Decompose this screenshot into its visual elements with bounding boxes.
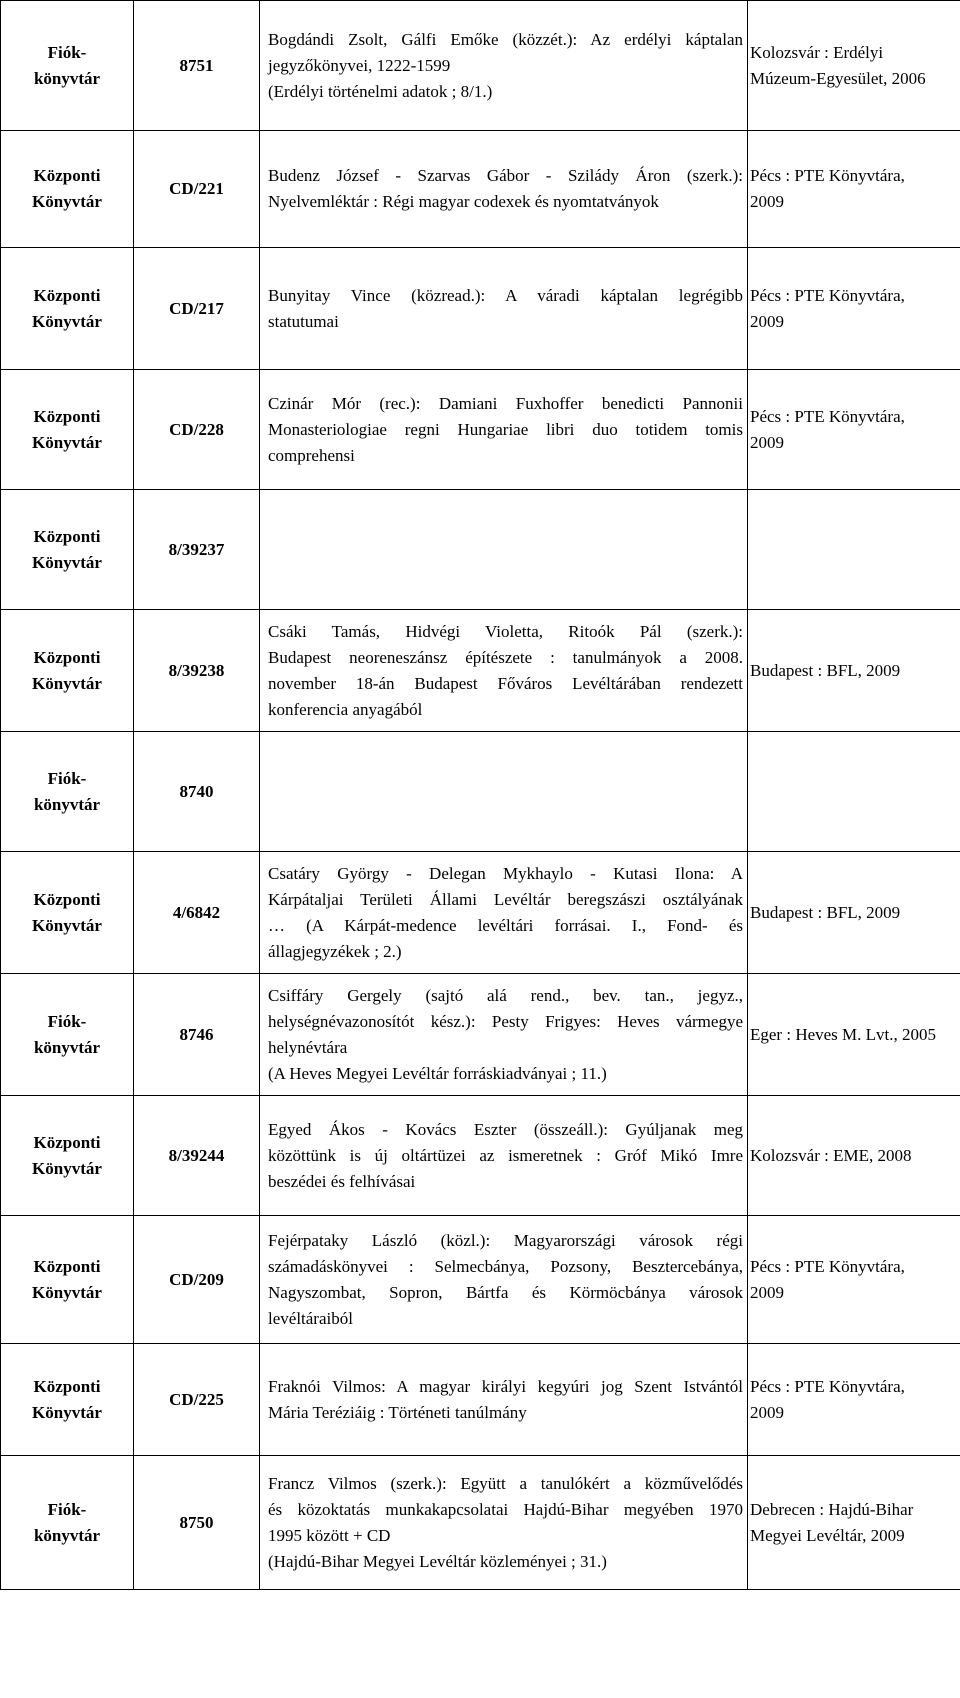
- title-cell: [260, 1456, 748, 1590]
- library-label: könyvtár: [33, 68, 101, 88]
- table-row: [1, 490, 960, 610]
- library-label: Könyvtár: [32, 1402, 102, 1422]
- title-line: Nyelvemléktár : Régi magyar codexek és nyomtatványok: [268, 192, 659, 211]
- library-cell: [1, 370, 134, 490]
- library-label: Könyvtár: [32, 673, 102, 693]
- title-line: Kárpátaljai Területi Állami Levéltár beregszászi osztályának: [268, 889, 743, 909]
- library-cell: [1, 610, 134, 732]
- shelf-code-cell: 4/6842: [134, 852, 260, 974]
- library-cell: [1, 1, 134, 131]
- title-cell: [260, 248, 748, 370]
- title-line: konferencia anyagából: [268, 699, 423, 719]
- publisher-cell: [748, 610, 960, 732]
- table-row: [1, 370, 960, 490]
- title-line: Czinár Mór (rec.): Damiani Fuxhoffer benedicti Pannonii: [268, 393, 743, 413]
- publisher-line: Kolozsvár : Erdélyi: [750, 42, 884, 62]
- library-cell: [1, 248, 134, 370]
- library-label: könyvtár: [33, 794, 101, 814]
- title-line: Nagyszombat, Sopron, Bártfa és Körmöcbánya városok: [268, 1282, 743, 1302]
- title-line: közöttünk is új oltártüzei az ismeretnek : Gróf Mikó Imre: [268, 1145, 743, 1165]
- library-label: Fiók-: [47, 42, 87, 62]
- title-line: Fraknói Vilmos: A magyar királyi kegyúri jog Szent Istvántól: [268, 1376, 743, 1396]
- publisher-line: Pécs : PTE Könyvtára,: [750, 285, 905, 305]
- title-line: Bogdándi Zsolt, Gálfi Emőke (közzét.): Az erdélyi káptalan: [268, 29, 743, 49]
- publisher-cell: [748, 248, 960, 370]
- title-line: … (A Kárpát-medence levéltári forrásai. I., Fond- és: [268, 915, 743, 935]
- table-row: [1, 1096, 960, 1216]
- publisher-line: Eger : Heves M. Lvt., 2005: [750, 1024, 937, 1044]
- library-label: könyvtár: [33, 1037, 101, 1057]
- table-row: [1, 610, 960, 732]
- title-line: Csatáry György - Delegan Mykhaylo - Kutasi Ilona: A: [268, 863, 743, 883]
- library-label: Központi: [33, 647, 101, 667]
- table-row: [1, 1, 960, 131]
- title-line: comprehensi: [268, 445, 355, 465]
- publisher-cell: [748, 852, 960, 974]
- publisher-line: Budapest : BFL, 2009: [750, 902, 901, 922]
- library-label: Könyvtár: [32, 1282, 102, 1302]
- publisher-line: 2009: [750, 311, 784, 331]
- publisher-line: 2009: [750, 1282, 784, 1302]
- library-cell: [1, 974, 134, 1096]
- title-line: Fejérpataky László (közl.): Magyarországi városok régi: [268, 1230, 743, 1250]
- library-label: Központi: [33, 1376, 101, 1396]
- library-label: Könyvtár: [32, 552, 102, 572]
- title-cell: [260, 732, 748, 852]
- title-cell: [260, 1, 748, 131]
- title-line: november 18-án Budapest Főváros Levéltárában rendezett: [268, 673, 743, 693]
- publisher-cell: [748, 490, 960, 610]
- title-line: 1995 között + CD: [268, 1525, 391, 1545]
- library-label: Könyvtár: [32, 1158, 102, 1178]
- publisher-line: 2009: [750, 1402, 784, 1422]
- publisher-line: Kolozsvár : EME, 2008: [750, 1145, 912, 1165]
- title-line: levéltáraiból: [268, 1308, 353, 1328]
- title-cell: [260, 974, 748, 1096]
- table-row: [1, 852, 960, 974]
- library-cell: [1, 1344, 134, 1456]
- title-line: állagjegyzékek ; 2.): [268, 941, 402, 961]
- publisher-cell: [748, 1, 960, 131]
- table-row: [1, 1456, 960, 1590]
- publisher-cell: [748, 370, 960, 490]
- title-line: számadáskönyvei : Selmecbánya, Pozsony, Besztercebánya,: [268, 1256, 743, 1276]
- library-cell: [1, 131, 134, 248]
- publisher-line: Pécs : PTE Könyvtára,: [750, 1256, 905, 1276]
- publisher-line: Debrecen : Hajdú-Bihar: [750, 1499, 914, 1519]
- title-line: Csiffáry Gergely (sajtó alá rend., bev. tan., jegyz.,: [268, 985, 743, 1005]
- title-cell: [260, 490, 748, 610]
- library-label: Központi: [33, 1132, 101, 1152]
- library-label: Központi: [33, 166, 101, 185]
- title-cell: [260, 1096, 748, 1216]
- title-line: beszédei és felhívásai: [268, 1171, 416, 1191]
- shelf-code-cell: 8751: [134, 1, 260, 131]
- shelf-code-cell: CD/217: [134, 248, 260, 370]
- library-label: Központi: [33, 285, 101, 305]
- shelf-code-cell: CD/221: [134, 131, 260, 248]
- publisher-line: Megyei Levéltár, 2009: [750, 1525, 905, 1545]
- table-row: [1, 131, 960, 248]
- shelf-code-cell: CD/228: [134, 370, 260, 490]
- shelf-code-cell: 8740: [134, 732, 260, 852]
- library-cell: [1, 1456, 134, 1590]
- library-label: Fiók-: [47, 1011, 87, 1031]
- title-line: Csáki Tamás, Hidvégi Violetta, Ritoók Pál (szerk.):: [268, 621, 743, 641]
- library-label: Központi: [33, 1256, 101, 1276]
- table-row: [1, 248, 960, 370]
- library-label: Központi: [33, 889, 101, 909]
- shelf-code-cell: CD/209: [134, 1216, 260, 1344]
- title-line: (Hajdú-Bihar Megyei Levéltár közleményei ; 31.): [268, 1551, 607, 1571]
- library-label: Központi: [33, 406, 101, 426]
- title-line: helynévtára: [268, 1037, 348, 1057]
- publisher-cell: [748, 732, 960, 852]
- title-line: statutumai: [268, 311, 339, 331]
- publisher-cell: [748, 1456, 960, 1590]
- publisher-cell: [748, 1216, 960, 1344]
- title-cell: [260, 1344, 748, 1456]
- title-line: és közoktatás munkakapcsolatai Hajdú-Bihar megyében 1970: [268, 1499, 743, 1519]
- shelf-code-cell: 8/39237: [134, 490, 260, 610]
- library-cell: [1, 1096, 134, 1216]
- publisher-line: Pécs : PTE Könyvtára,: [750, 166, 905, 185]
- publisher-cell: [748, 1344, 960, 1456]
- title-cell: [260, 610, 748, 732]
- publisher-line: Pécs : PTE Könyvtára,: [750, 406, 905, 426]
- title-line: jegyzőkönyvei, 1222-1599: [268, 55, 451, 75]
- publisher-line: 2009: [750, 192, 784, 211]
- shelf-code-cell: 8746: [134, 974, 260, 1096]
- table-row: [1, 974, 960, 1096]
- title-cell: [260, 370, 748, 490]
- library-cell: [1, 852, 134, 974]
- library-label: könyvtár: [33, 1525, 101, 1545]
- shelf-code-cell: CD/225: [134, 1344, 260, 1456]
- library-label: Könyvtár: [32, 311, 102, 331]
- publisher-cell: [748, 974, 960, 1096]
- publisher-line: Pécs : PTE Könyvtára,: [750, 1376, 905, 1396]
- library-cell: [1, 732, 134, 852]
- library-label: Fiók-: [47, 768, 87, 788]
- publisher-cell: [748, 1096, 960, 1216]
- table-row: [1, 1216, 960, 1344]
- publisher-line: Budapest : BFL, 2009: [750, 660, 901, 680]
- shelf-code-cell: 8750: [134, 1456, 260, 1590]
- table-row: [1, 1344, 960, 1456]
- publisher-cell: [748, 131, 960, 248]
- library-cell: [1, 1216, 134, 1344]
- title-line: Bunyitay Vince (közread.): A váradi káptalan legrégibb: [268, 285, 743, 305]
- publisher-line: 2009: [750, 432, 784, 452]
- library-label: Központi: [33, 526, 101, 546]
- title-line: helységnévazonosítót kész.): Pesty Frigyes: Heves vármegye: [268, 1011, 743, 1031]
- title-line: Budapest neoreneszánsz építészete : tanulmányok a 2008.: [268, 647, 743, 667]
- title-line: (A Heves Megyei Levéltár forráskiadványai ; 11.): [268, 1063, 607, 1083]
- title-line: (Erdélyi történelmi adatok ; 8/1.): [268, 81, 493, 101]
- library-label: Könyvtár: [32, 915, 102, 935]
- library-label: Könyvtár: [32, 192, 102, 211]
- title-cell: [260, 131, 748, 248]
- library-label: Fiók-: [47, 1499, 87, 1519]
- table-row: [1, 732, 960, 852]
- title-line: Francz Vilmos (szerk.): Együtt a tanulókért a közművelődés: [268, 1473, 743, 1493]
- library-cell: [1, 490, 134, 610]
- title-cell: [260, 852, 748, 974]
- title-line: Egyed Ákos - Kovács Eszter (összeáll.): Gyúljanak meg: [268, 1119, 743, 1139]
- library-label: Könyvtár: [32, 432, 102, 452]
- shelf-code-cell: 8/39238: [134, 610, 260, 732]
- title-line: Monasteriologiae regni Hungariae libri duo totidem tomis: [268, 419, 743, 439]
- title-line: Mária Teréziáig : Történeti tanúlmány: [268, 1402, 527, 1422]
- title-line: Budenz József - Szarvas Gábor - Szilády Áron (szerk.):: [268, 166, 743, 185]
- title-cell: [260, 1216, 748, 1344]
- shelf-code-cell: 8/39244: [134, 1096, 260, 1216]
- catalog-table-body: [1, 1, 960, 1590]
- publisher-line: Múzeum-Egyesület, 2006: [750, 68, 926, 88]
